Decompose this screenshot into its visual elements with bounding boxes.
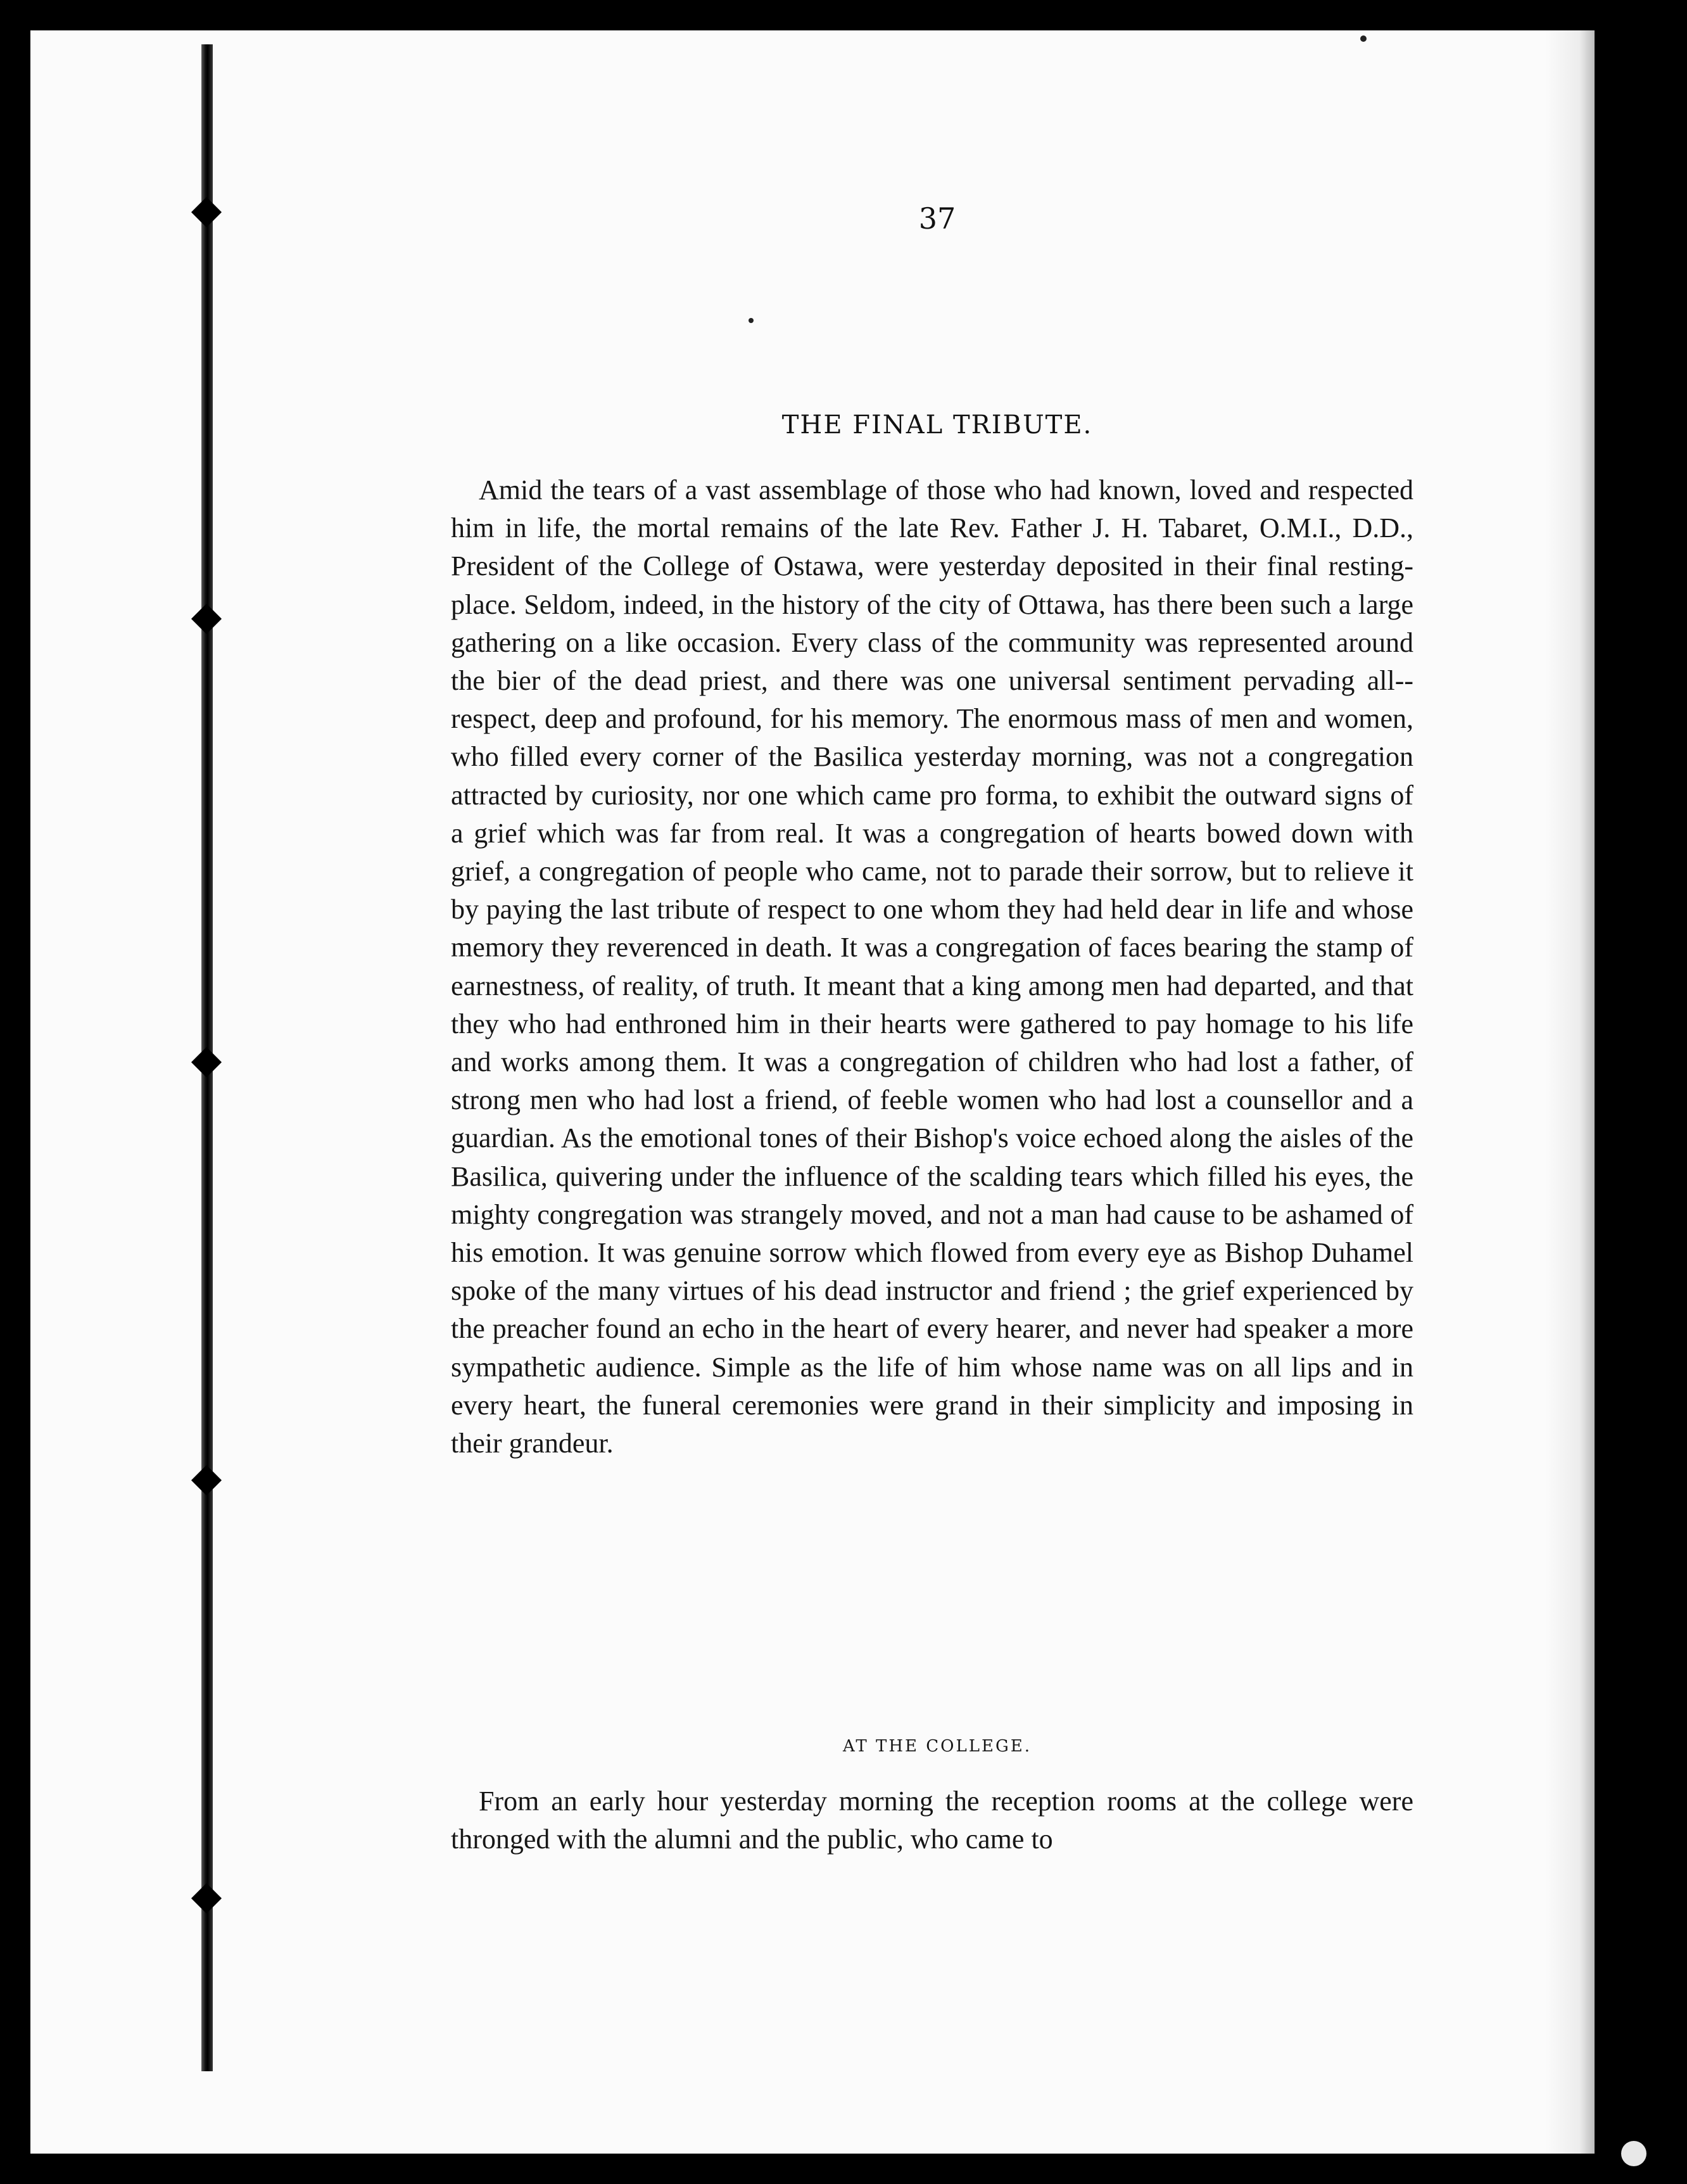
page-edge-shadow [1545,30,1602,2154]
body-text-block [451,471,1413,1463]
section-heading: AT THE COLLEGE. [843,1737,1032,1756]
scan-speck [1360,35,1367,42]
paragraph: From an early hour yesterday morning the reception rooms at the college were thronged with the alumni and the public, who came to [451,1786,1413,1855]
page-number: 37 [918,201,956,236]
paragraph: Amid the tears of a vast assemblage of those who had known, loved and respected him in life, the mortal remains of the late Rev. Father J. H. Tabaret, O.M.I., D.D., President of the College of Ostawa, were yesterday deposited in their final resting-place. Seldom, indeed, in the history of the city of Ottawa, has there been such a large gathering on a like occasion. Every class of the community was represented around the bier of the dead priest, and there was one universal sentiment pervading all--respect, deep and profound, for his memory. The enormous mass of men and women, who filled every corner of the Basilica yesterday morning, was not a congregation attracted by curiosity, nor one which came pro forma, to exhibit the outward signs of a grief which was far from real. It was a congregation of hearts bowed down with grief, a congregation of people who came, not to parade their sorrow, but to relieve it by paying the last tribute of respect to one whom they had held dear in life and whose memory they reverenced in death. It was a congregation of faces bearing the stamp of earnestness, of reality, of truth. It meant that a king among men had departed, and that they who had enthroned him in their hearts were gathered to pay homage to his life and works among them. It was a congregation of children who had lost a father, of strong men who had lost a friend, of feeble women who had lost a counsellor and a guardian. As the emotional tones of their Bishop's voice echoed along the aisles of the Basilica, quivering under the influence of the scalding tears which filled his eyes, the mighty congregation was strangely moved, and not a man had cause to be ashamed of his emotion. It was genuine sorrow which flowed from every eye as Bishop Duhamel spoke of the many virtues of his dead instructor and friend ; the grief experienced by the preacher found an echo in the heart of every hearer, and never had speaker a more sympathetic audience. Simple as the life of him whose name was on all lips and in every heart, the funeral ceremonies were grand in their simplicity and imposing in their grandeur. [451,474,1413,1459]
page-title: THE FINAL TRIBUTE. [781,410,1093,440]
scan-speck [749,318,754,323]
body-text-block [451,1782,1413,1858]
scan-speck [1621,2141,1646,2166]
scan-border [1595,30,1687,2154]
